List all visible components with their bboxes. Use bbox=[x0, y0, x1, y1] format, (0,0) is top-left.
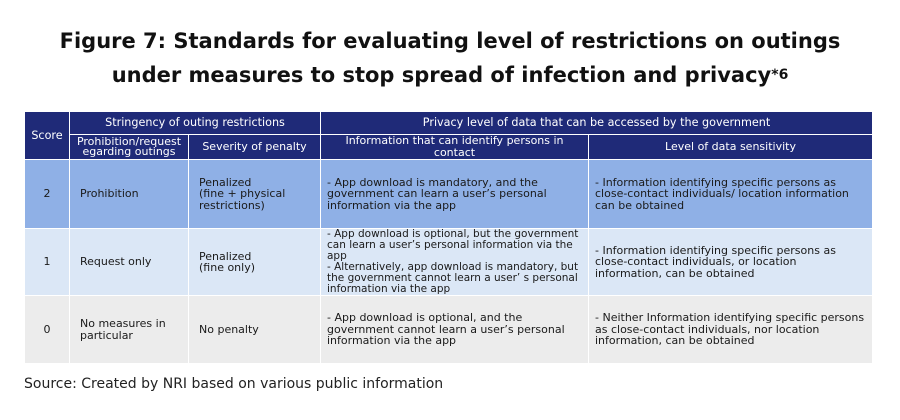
prohibition-cell: No measures in particular bbox=[70, 296, 189, 364]
table-row bbox=[25, 160, 873, 229]
header-row-1 bbox=[25, 112, 873, 135]
title-line-2-text: under measures to stop spread of infection and privacy bbox=[111, 63, 772, 87]
source-note: Source: Created by NRI based on various public information bbox=[24, 376, 444, 392]
restrictions-table bbox=[24, 111, 873, 364]
sensitivity-cell: - Neither Information identifying specific persons as close-contact individuals, nor location information, can be obtained bbox=[589, 296, 873, 364]
score-cell: 0 bbox=[25, 296, 70, 364]
header-stringency-group: Stringency of outing restrictions bbox=[70, 112, 321, 135]
title-line-1: Figure 7: Standards for evaluating level of restrictions on outings bbox=[59, 29, 841, 53]
header-privacy-group: Privacy level of data that can be accessed by the government bbox=[321, 112, 873, 135]
severity-cell: Penalized (fine only) bbox=[189, 229, 321, 296]
sensitivity-cell: - Information identifying specific persons as close-contact individuals/ location information can be obtained bbox=[589, 160, 873, 229]
title-line-2 bbox=[0, 58, 900, 92]
info-cell: - App download is optional, but the government can learn a user’s personal information via the app - Alternatively, app download is mandatory, but the government cannot learn a user’ s personal information via the app bbox=[321, 229, 589, 296]
table-row bbox=[25, 229, 873, 296]
score-cell: 2 bbox=[25, 160, 70, 229]
header-info: Information that can identify persons in contact bbox=[321, 135, 589, 160]
score-cell: 1 bbox=[25, 229, 70, 296]
severity-cell: No penalty bbox=[189, 296, 321, 364]
header-sensitivity: Level of data sensitivity bbox=[589, 135, 873, 160]
prohibition-cell: Prohibition bbox=[70, 160, 189, 229]
title-footnote-marker: *6 bbox=[771, 67, 789, 83]
table-row bbox=[25, 296, 873, 364]
header-score: Score bbox=[25, 112, 70, 160]
header-row-2 bbox=[25, 135, 873, 160]
figure-title bbox=[0, 24, 900, 92]
sensitivity-cell: - Information identifying specific persons as close-contact individuals, or location information, can be obtained bbox=[589, 229, 873, 296]
header-severity: Severity of penalty bbox=[189, 135, 321, 160]
prohibition-cell: Request only bbox=[70, 229, 189, 296]
info-cell: - App download is mandatory, and the government can learn a user’s personal information via the app bbox=[321, 160, 589, 229]
severity-cell: Penalized (fine + physical restrictions) bbox=[189, 160, 321, 229]
header-prohibition: Prohibition/request egarding outings bbox=[70, 135, 189, 160]
info-cell: - App download is optional, and the government cannot learn a user’s personal information via the app bbox=[321, 296, 589, 364]
